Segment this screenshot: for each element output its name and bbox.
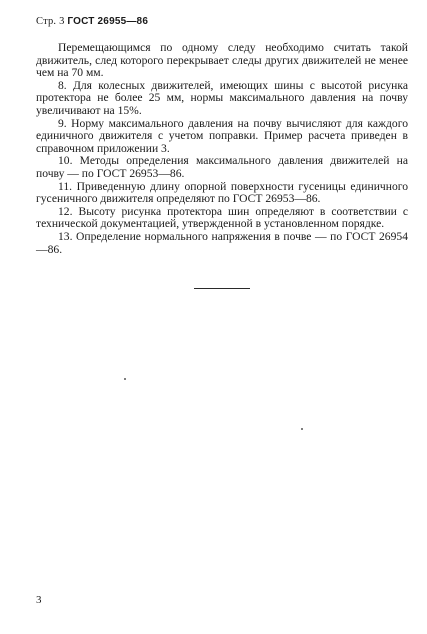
paragraph-10: 10. Методы определения максимального давления движителей на почву — по ГОСТ 26953—86. (36, 154, 408, 180)
paragraph-9: 9. Норму максимального давления на почву вычисляют для каждого единичного движителя с учетом поправки. Пример расчета приведен в справочном приложении 3. (36, 116, 408, 155)
page-label: Стр. 3 (36, 16, 65, 27)
document-body (36, 42, 408, 256)
section-divider (194, 288, 250, 289)
scan-speck (301, 428, 303, 430)
standard-number: ГОСТ 26955—86 (67, 16, 149, 27)
paragraph-13: 13. Определение нормального напряжения в почве — по ГОСТ 26954—86. (36, 229, 408, 256)
paragraph-intro: Перемещающимся по одному следу необходимо считать такой движитель, след которого перекрывает следы других движителей не менее чем на 70 мм. (36, 41, 408, 80)
page-header (36, 16, 148, 27)
paragraph-12: 12. Высоту рисунка протектора шин определяют в соответствии с технической документацией, утвержденной в установленном порядке. (36, 204, 408, 231)
scan-speck (124, 378, 126, 380)
paragraph-8: 8. Для колесных движителей, имеющих шины с высотой рисунка протектора не более 25 мм, нормы максимального давления на почву увеличивают на 15%. (36, 78, 408, 117)
paragraph-11: 11. Приведенную длину опорной поверхности гусеницы единичного гусеничного движителя определяют по ГОСТ 26953—86. (36, 179, 408, 206)
page-number: 3 (36, 594, 42, 606)
